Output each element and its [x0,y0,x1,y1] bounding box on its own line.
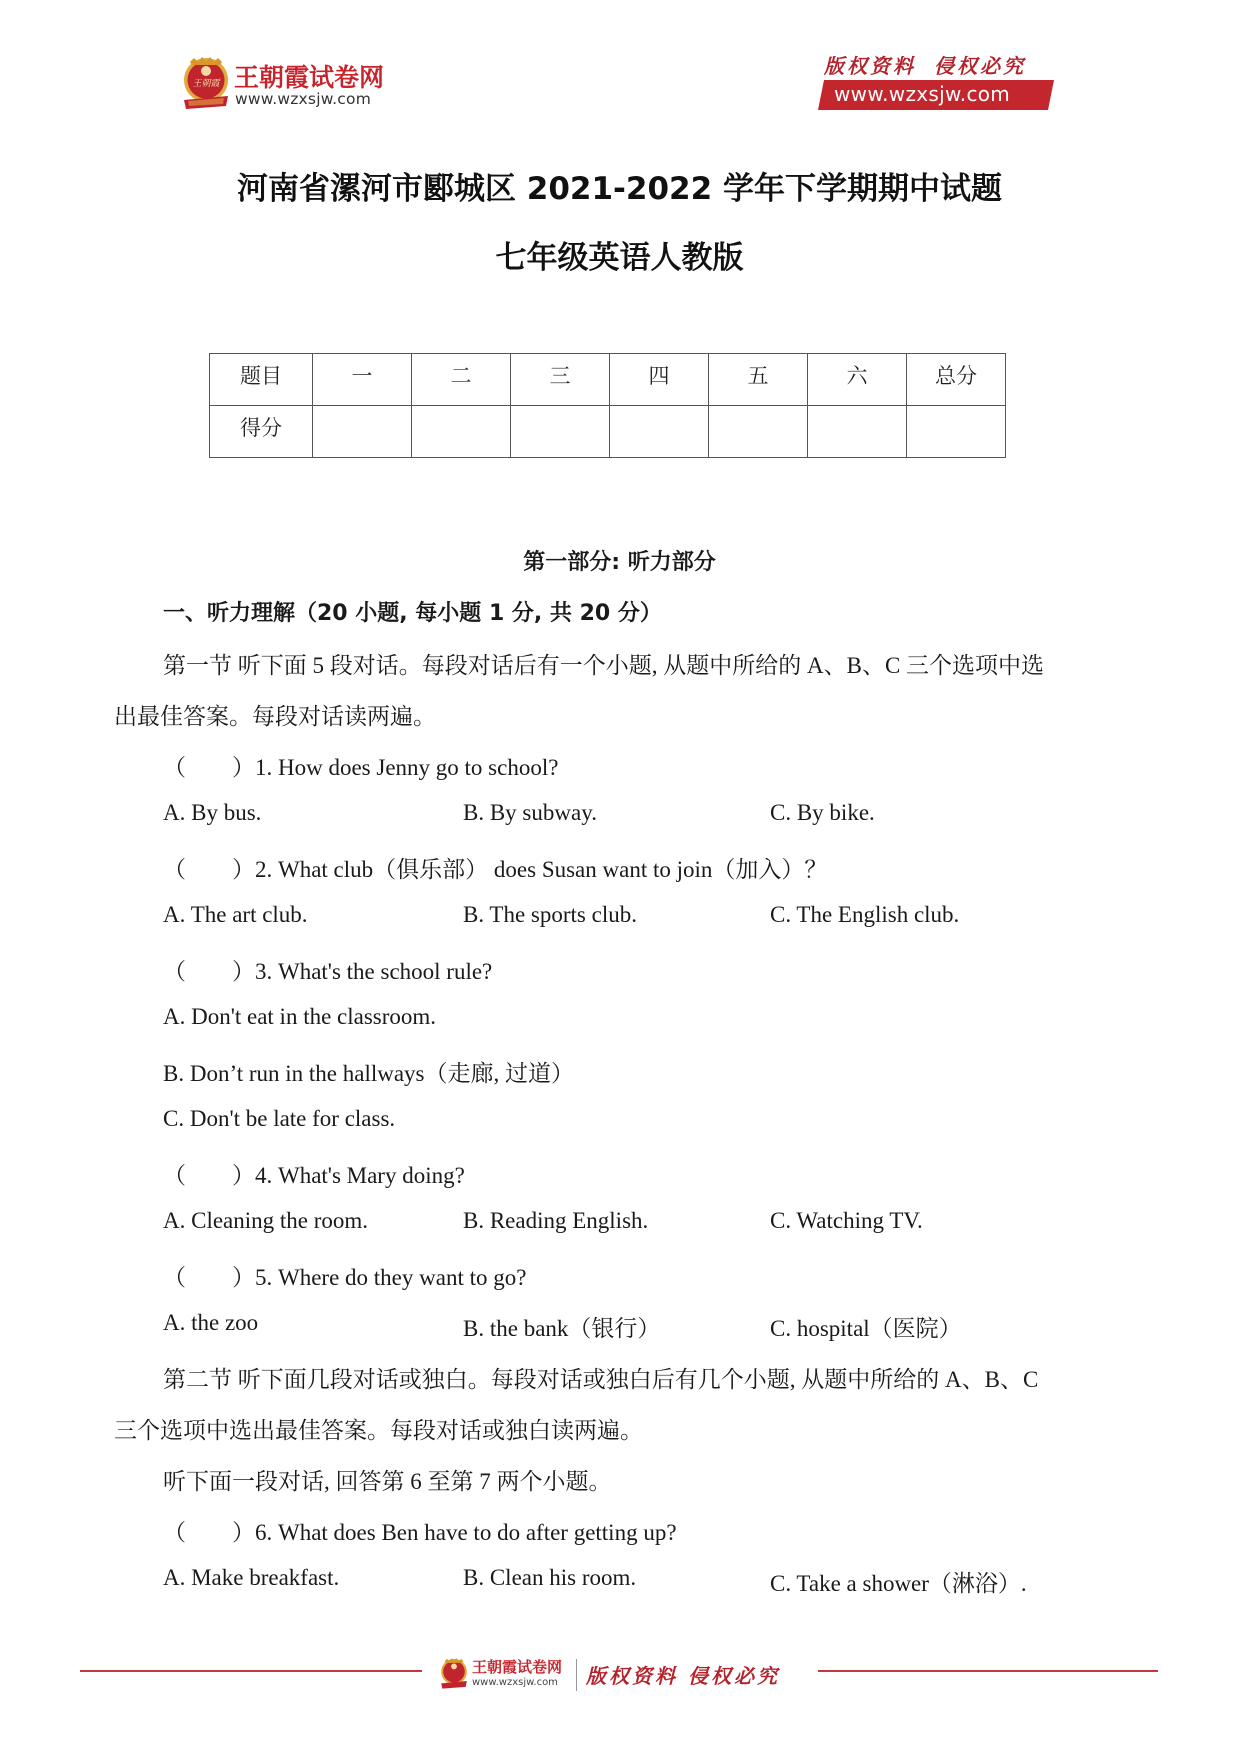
option-b: B. Don’t run in the hallways（走廊, 过道） [163,1061,574,1086]
copyright-banner [810,50,1055,112]
exam-subtitle: 七年级英语人教版 [495,240,744,276]
copyright-left: 版权资料 [824,54,916,78]
option-c: C. Take a shower（淋浴）. [770,1571,1027,1596]
brand-badge-icon [182,56,230,112]
score-cell[interactable] [709,406,808,458]
option-a: A. The art club. [163,902,308,927]
option-a: A. the zoo [163,1310,259,1335]
footer-divider-right [818,1670,1158,1672]
exam-title: 河南省漯河市郾城区 2021-2022 学年下学期期中试题 [236,171,1002,207]
option-c: C. The English club. [770,902,960,927]
score-cell[interactable] [610,406,709,458]
question-stem: （ ）4. What's Mary doing? [163,1163,465,1188]
footer-logo [440,1655,800,1695]
option-a: A. By bus. [163,800,262,825]
option-b: B. By subway. [463,800,597,825]
score-cell[interactable] [907,406,1006,458]
score-header-cell: 题目 [210,354,313,406]
score-cell[interactable] [808,406,907,458]
subsection-instruction-cont: 三个选项中选出最佳答案。每段对话或独白读两遍。 [114,1418,643,1443]
banner-url: www.wzxsjw.com [834,82,1011,106]
brand-url[interactable]: www.wzxsjw.com [235,90,371,108]
brand-logo [182,56,402,112]
score-header-cell: 总分 [907,354,1006,406]
option-a: A. Cleaning the room. [163,1208,369,1233]
copyright-right: 侵权必究 [934,54,1026,78]
subsection-instruction: 第一节 听下面 5 段对话。每段对话后有一个小题, 从题中所给的 A、B、C 三个选项中选 [163,653,1045,678]
footer-divider-left [80,1670,422,1672]
option-b: B. Clean his room. [463,1565,637,1590]
question-stem: （ ）5. Where do they want to go? [163,1265,527,1290]
score-cell[interactable] [412,406,511,458]
score-table-score-row [210,406,1006,458]
url-banner[interactable] [818,80,1054,110]
score-header-cell: 六 [808,354,907,406]
question-stem: （ ）6. What does Ben have to do after getting up? [163,1520,677,1545]
option-b: B. The sports club. [463,902,637,927]
footer-copyright: 版权资料 侵权必究 [586,1664,780,1688]
option-c: C. Don't be late for class. [163,1106,396,1131]
subsection-instruction-cont: 出最佳答案。每段对话读两遍。 [114,704,436,729]
score-row-label: 得分 [210,406,313,458]
option-b: B. Reading English. [463,1208,649,1233]
score-cell[interactable] [313,406,412,458]
brand-name: 王朝霞试卷网 [234,63,385,92]
question-stem: （ ）1. How does Jenny go to school? [163,755,559,780]
option-a: A. Don't eat in the classroom. [163,1004,437,1029]
score-header-cell: 三 [511,354,610,406]
footer-separator [576,1659,577,1691]
svg-text:王朝霞: 王朝霞 [192,79,220,89]
score-header-cell: 五 [709,354,808,406]
part-heading: 第一部分: 听力部分 [523,550,716,575]
score-cell[interactable] [511,406,610,458]
option-b: B. the bank（银行） [463,1316,661,1341]
score-table [209,353,1006,458]
dialogue-intro: 听下面一段对话, 回答第 6 至第 7 两个小题。 [163,1469,612,1494]
copyright-notice [824,50,1026,79]
section-title: 一、听力理解（20 小题, 每小题 1 分, 共 20 分） [163,601,662,626]
option-c: C. By bike. [770,800,875,825]
score-header-cell: 二 [412,354,511,406]
option-c: C. hospital（医院） [770,1316,962,1341]
score-header-cell: 一 [313,354,412,406]
subsection-instruction: 第二节 听下面几段对话或独白。每段对话或独白后有几个小题, 从题中所给的 A、B、C [163,1367,1039,1392]
question-stem: （ ）3. What's the school rule? [163,959,493,984]
footer-badge-icon [440,1657,468,1691]
footer-brand-name: 王朝霞试卷网 [472,1658,563,1676]
option-c: C. Watching TV. [770,1208,923,1233]
question-stem: （ ）2. What club（俱乐部） does Susan want to join（加入）？ [163,857,828,882]
score-table-header-row [210,354,1006,406]
option-a: A. Make breakfast. [163,1565,340,1590]
footer-brand-url[interactable]: www.wzxsjw.com [472,1677,558,1688]
score-header-cell: 四 [610,354,709,406]
